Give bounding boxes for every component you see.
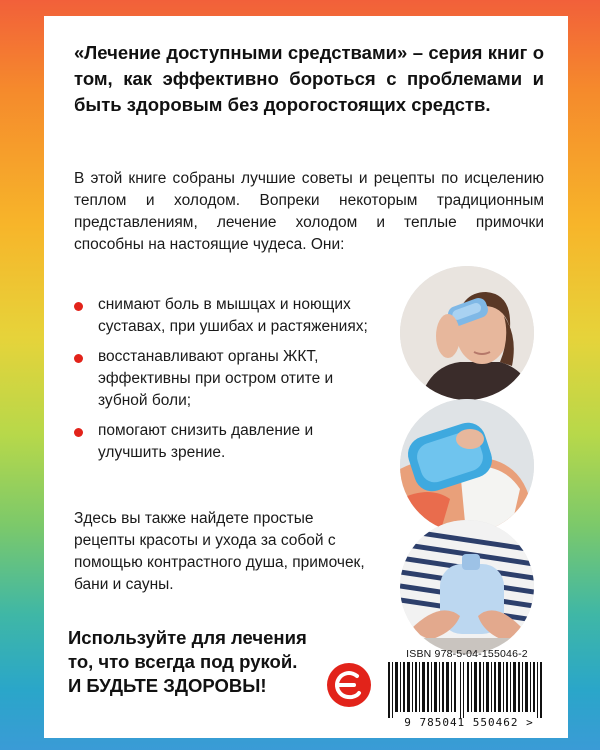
slogan-line-1: Используйте для лечения: [68, 627, 307, 648]
list-item: [74, 294, 374, 338]
publisher-logo-icon: [326, 662, 372, 708]
red-bullet-icon: [74, 428, 83, 437]
benefits-list: [74, 294, 374, 472]
hot-water-bottle-photo: [400, 520, 534, 654]
red-bullet-icon: [74, 302, 83, 311]
cold-compress-head-photo: [400, 266, 534, 400]
extra-description: Здесь вы также найдете простые рецепты красоты и ухода за собой с помощью контрастного душа, примочек, бани и сауны.: [74, 510, 365, 593]
slogan-line-3: И БУДЬТЕ ЗДОРОВЫ!: [68, 675, 267, 696]
isbn-label: ISBN 978-5-04-155046-2: [406, 648, 528, 660]
back-cover-panel: [44, 16, 568, 738]
series-intro: «Лечение доступными средствами» – серия книг о том, как эффективно бороться с проблемами и быть здоровым без дорогостоящих средств.: [74, 42, 544, 115]
cold-pack-shoulder-photo: [400, 399, 534, 533]
barcode-digits: 9 785041 550462 >: [404, 716, 534, 729]
benefit-text: помогают снизить давление и улучшить зрение.: [98, 422, 314, 461]
slogan-line-2: то, что всегда под рукой.: [68, 651, 298, 672]
list-item: [74, 420, 374, 464]
book-description: В этой книге собраны лучшие советы и рецепты по исцелению теплом и холодом. Вопреки некоторым традиционным представлениям, лечение холодом и теплые примочки способны на настоящие чудеса. Они:: [74, 170, 544, 253]
benefit-text: снимают боль в мышцах и ноющих суставах, при ушибах и растяжениях;: [98, 296, 368, 335]
list-item: [74, 346, 374, 412]
benefit-text: восстанавливают органы ЖКТ, эффективны при остром отите и зубной боли;: [98, 348, 334, 409]
red-bullet-icon: [74, 354, 83, 363]
barcode: [384, 662, 554, 718]
